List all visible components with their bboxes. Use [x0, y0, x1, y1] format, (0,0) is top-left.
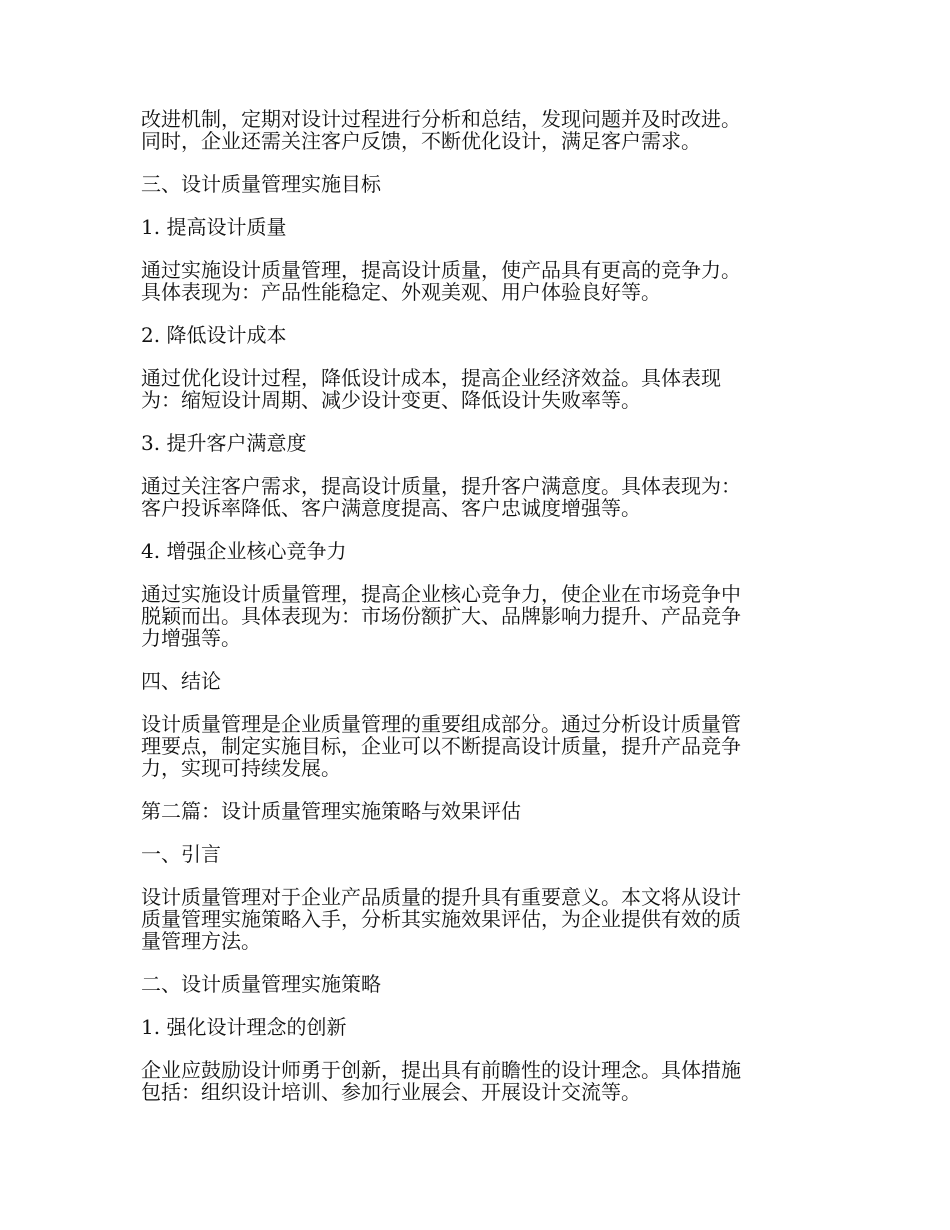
- paragraph-customer-satisfaction: [141, 475, 806, 519]
- paragraph-improve-quality: [141, 259, 806, 303]
- subheading-core-competitiveness: 4. 增强企业核心竞争力: [141, 539, 347, 563]
- text-line: 通过实施设计质量管理，提高企业核心竞争力，使企业在市场竞争中: [141, 582, 741, 606]
- text-line: 通过优化设计过程，降低设计成本，提高企业经济效益。具体表现: [141, 366, 721, 390]
- section-heading-strategies: 二、设计质量管理实施策略: [141, 972, 381, 996]
- section-heading-introduction: 一、引言: [141, 842, 221, 866]
- paragraph-introduction: [141, 886, 806, 952]
- text-line: 改进机制，定期对设计过程进行分析和总结，发现问题并及时改进。: [141, 107, 741, 131]
- part-two-title: 第二篇：设计质量管理实施策略与效果评估: [141, 799, 521, 823]
- text-line: 企业应鼓励设计师勇于创新，提出具有前瞻性的设计理念。具体措施: [141, 1058, 741, 1082]
- text-line: 脱颖而出。具体表现为：市场份额扩大、品牌影响力提升、产品竞争: [141, 604, 741, 628]
- text-line: 通过关注客户需求，提高设计质量，提升客户满意度。具体表现为：: [141, 474, 741, 498]
- text-line: 为：缩短设计周期、减少设计变更、降低设计失败率等。: [141, 388, 641, 412]
- subheading-reduce-cost: 2. 降低设计成本: [141, 323, 287, 347]
- text-line: 设计质量管理是企业质量管理的重要组成部分。通过分析设计质量管: [141, 712, 741, 736]
- paragraph-conclusion: [141, 713, 806, 779]
- document-page: [141, 108, 806, 1124]
- subheading-design-innovation: 1. 强化设计理念的创新: [141, 1015, 347, 1039]
- text-line: 包括：组织设计培训、参加行业展会、开展设计交流等。: [141, 1080, 641, 1104]
- paragraph-core-competitiveness: [141, 583, 806, 649]
- text-line: 客户投诉率降低、客户满意度提高、客户忠诚度增强等。: [141, 496, 641, 520]
- text-line: 通过实施设计质量管理，提高设计质量，使产品具有更高的竞争力。: [141, 258, 741, 282]
- text-line: 同时，企业还需关注客户反馈，不断优化设计，满足客户需求。: [141, 129, 701, 153]
- text-line: 具体表现为：产品性能稳定、外观美观、用户体验良好等。: [141, 280, 661, 304]
- section-heading-goals: 三、设计质量管理实施目标: [141, 172, 381, 196]
- subheading-improve-quality: 1. 提高设计质量: [141, 215, 287, 239]
- paragraph-design-innovation: [141, 1059, 806, 1103]
- paragraph-reduce-cost: [141, 367, 806, 411]
- text-line: 量管理方法。: [141, 929, 261, 953]
- paragraph-improvement-mechanism: [141, 108, 806, 152]
- text-line: 质量管理实施策略入手，分析其实施效果评估，为企业提供有效的质: [141, 907, 741, 931]
- text-line: 设计质量管理对于企业产品质量的提升具有重要意义。本文将从设计: [141, 885, 741, 909]
- section-heading-conclusion: 四、结论: [141, 669, 221, 693]
- subheading-customer-satisfaction: 3. 提升客户满意度: [141, 431, 307, 455]
- text-line: 理要点，制定实施目标，企业可以不断提高设计质量，提升产品竞争: [141, 734, 741, 758]
- text-line: 力增强等。: [141, 626, 241, 650]
- text-line: 力，实现可持续发展。: [141, 756, 341, 780]
